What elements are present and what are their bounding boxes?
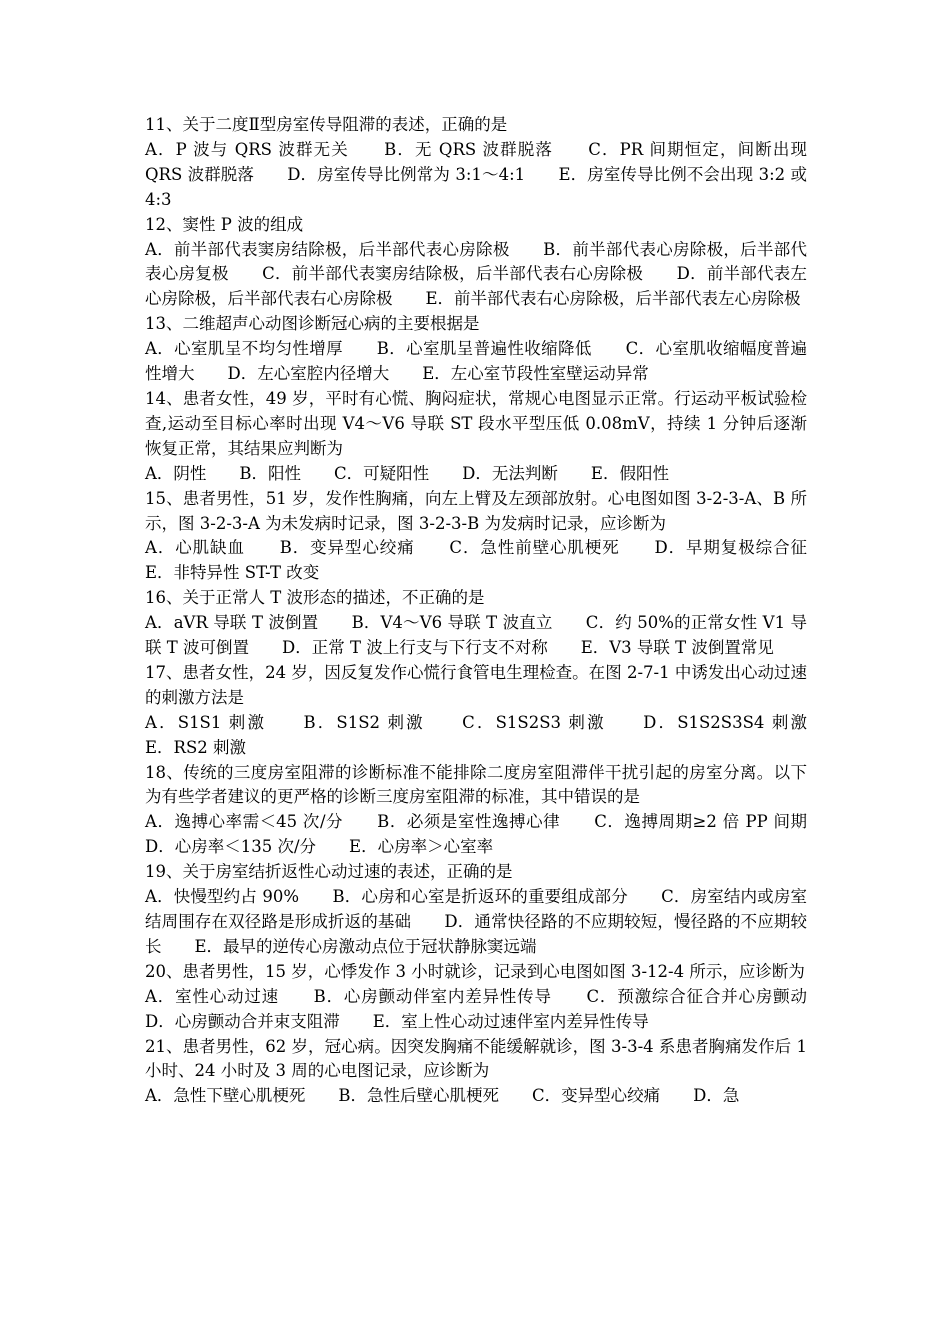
question-options: A．前半部代表窦房结除极，后半部代表心房除极 B．前半部代表心房除极，后半部代表心房复极 C．前半部代表窦房结除极，后半部代表右心房除极 D．前半部代表左心房除极，后半部代表右心房除极 E．前半部代表右心房除极，后半部代表左心房除极 bbox=[145, 239, 807, 309]
question-21 bbox=[145, 1035, 807, 1110]
question-options: A．快慢型约占 90% B．心房和心室是折返环的重要组成部分 C．房室结内或房室结周围存在双径路是形成折返的基础 D．通常快径路的不应期较短，慢径路的不应期较长 E．最早的逆传心房激动点位于冠状静脉窦远端 bbox=[145, 887, 807, 956]
question-stem: 12、窦性 P 波的组成 bbox=[145, 214, 304, 234]
question-options: A．心室肌呈不均匀性增厚 B．心室肌呈普遍性收缩降低 C．心室肌收缩幅度普遍性增大 D．左心室腔内径增大 E．左心室节段性室壁运动异常 bbox=[145, 339, 807, 384]
question-stem: 11、关于二度Ⅱ型房室传导阻滞的表述，正确的是 bbox=[145, 115, 508, 134]
question-stem: 15、患者男性，51 岁，发作性胸痛，向左上臂及左颈部放射。心电图如图 3-2-3-A、B 所示，图 3-2-3-A 为未发病时记录，图 3-2-3-B 为发病时记录，应诊断为 bbox=[145, 488, 807, 533]
question-stem: 20、患者男性，15 岁，心悸发作 3 小时就诊，记录到心电图如图 3-12-4 所示，应诊断为 bbox=[145, 961, 805, 981]
document-page bbox=[145, 113, 840, 1109]
question-options: A．心肌缺血 B．变异型心绞痛 C．急性前壁心肌梗死 D．早期复极综合征 E．非特异性 ST-T 改变 bbox=[145, 538, 840, 583]
question-16 bbox=[145, 586, 807, 661]
question-options: A．室性心动过速 B．心房颤动伴室内差异性传导 C．预激综合征合并心房颤动 D．心房颤动合并束支阻滞 E．室上性心动过速伴室内差异性传导 bbox=[145, 986, 840, 1031]
question-17 bbox=[145, 661, 840, 761]
question-options: A．阴性 B．阳性 C．可疑阳性 D．无法判断 E．假阳性 bbox=[145, 463, 669, 483]
question-stem: 17、患者女性，24 岁，因反复发作心慌行食管电生理检查。在图 2-7-1 中诱发出心动过速的刺激方法是 bbox=[145, 662, 807, 707]
question-15 bbox=[145, 487, 840, 587]
question-11 bbox=[145, 113, 807, 213]
question-stem: 18、传统的三度房室阻滞的诊断标准不能排除二度房室阻滞伴干扰引起的房室分离。以下为有些学者建议的更严格的诊断三度房室阻滞的标准，其中错误的是 bbox=[145, 762, 807, 807]
question-stem: 16、关于正常人 T 波形态的描述，不正确的是 bbox=[145, 588, 485, 608]
question-stem: 14、患者女性，49 岁，平时有心慌、胸闷症状，常规心电图显示正常。行运动平板试验检查,运动至目标心率时出现 V4～V6 导联 ST 段水平型压低 0.08mV，持续 1 分钟后逐渐恢复正常，其结果应判断为 bbox=[145, 388, 807, 458]
question-14 bbox=[145, 387, 807, 487]
question-18 bbox=[145, 761, 840, 861]
question-options: A．逸搏心率需＜45 次/分 B．必须是室性逸搏心律 C．逸搏周期≥2 倍 PP 间期 D．心房率＜135 次/分 E．心房率＞心室率 bbox=[145, 812, 840, 857]
question-options: A．aVR 导联 T 波倒置 B．V4～V6 导联 T 波直立 C．约 50%的正常女性 V1 导联 T 波可倒置 D．正常 T 波上行支与下行支不对称 E．V3 导联 T 波倒置常见 bbox=[145, 613, 807, 658]
question-12 bbox=[145, 213, 807, 313]
question-options: A．P 波与 QRS 波群无关 B．无 QRS 波群脱落 C．PR 间期恒定，间断出现 QRS 波群脱落 D．房室传导比例常为 3:1～4:1 E．房室传导比例不会出现 3:2 或 4:3 bbox=[145, 139, 807, 209]
question-19 bbox=[145, 860, 807, 960]
question-options: A．S1S1 刺激 B．S1S2 刺激 C．S1S2S3 刺激 D．S1S2S3S4 刺激 E．RS2 刺激 bbox=[145, 712, 840, 757]
question-stem: 21、患者男性，62 岁，冠心病。因突发胸痛不能缓解就诊，图 3-3-4 系患者胸痛发作后 1 小时、24 小时及 3 周的心电图记录，应诊断为 bbox=[145, 1036, 807, 1081]
question-20 bbox=[145, 960, 840, 1035]
question-stem: 19、关于房室结折返性心动过速的表述，正确的是 bbox=[145, 862, 513, 882]
question-stem: 13、二维超声心动图诊断冠心病的主要根据是 bbox=[145, 314, 480, 334]
question-13 bbox=[145, 312, 807, 387]
question-options: A．急性下壁心肌梗死 B．急性后壁心肌梗死 C．变异型心绞痛 D．急 bbox=[145, 1086, 740, 1106]
